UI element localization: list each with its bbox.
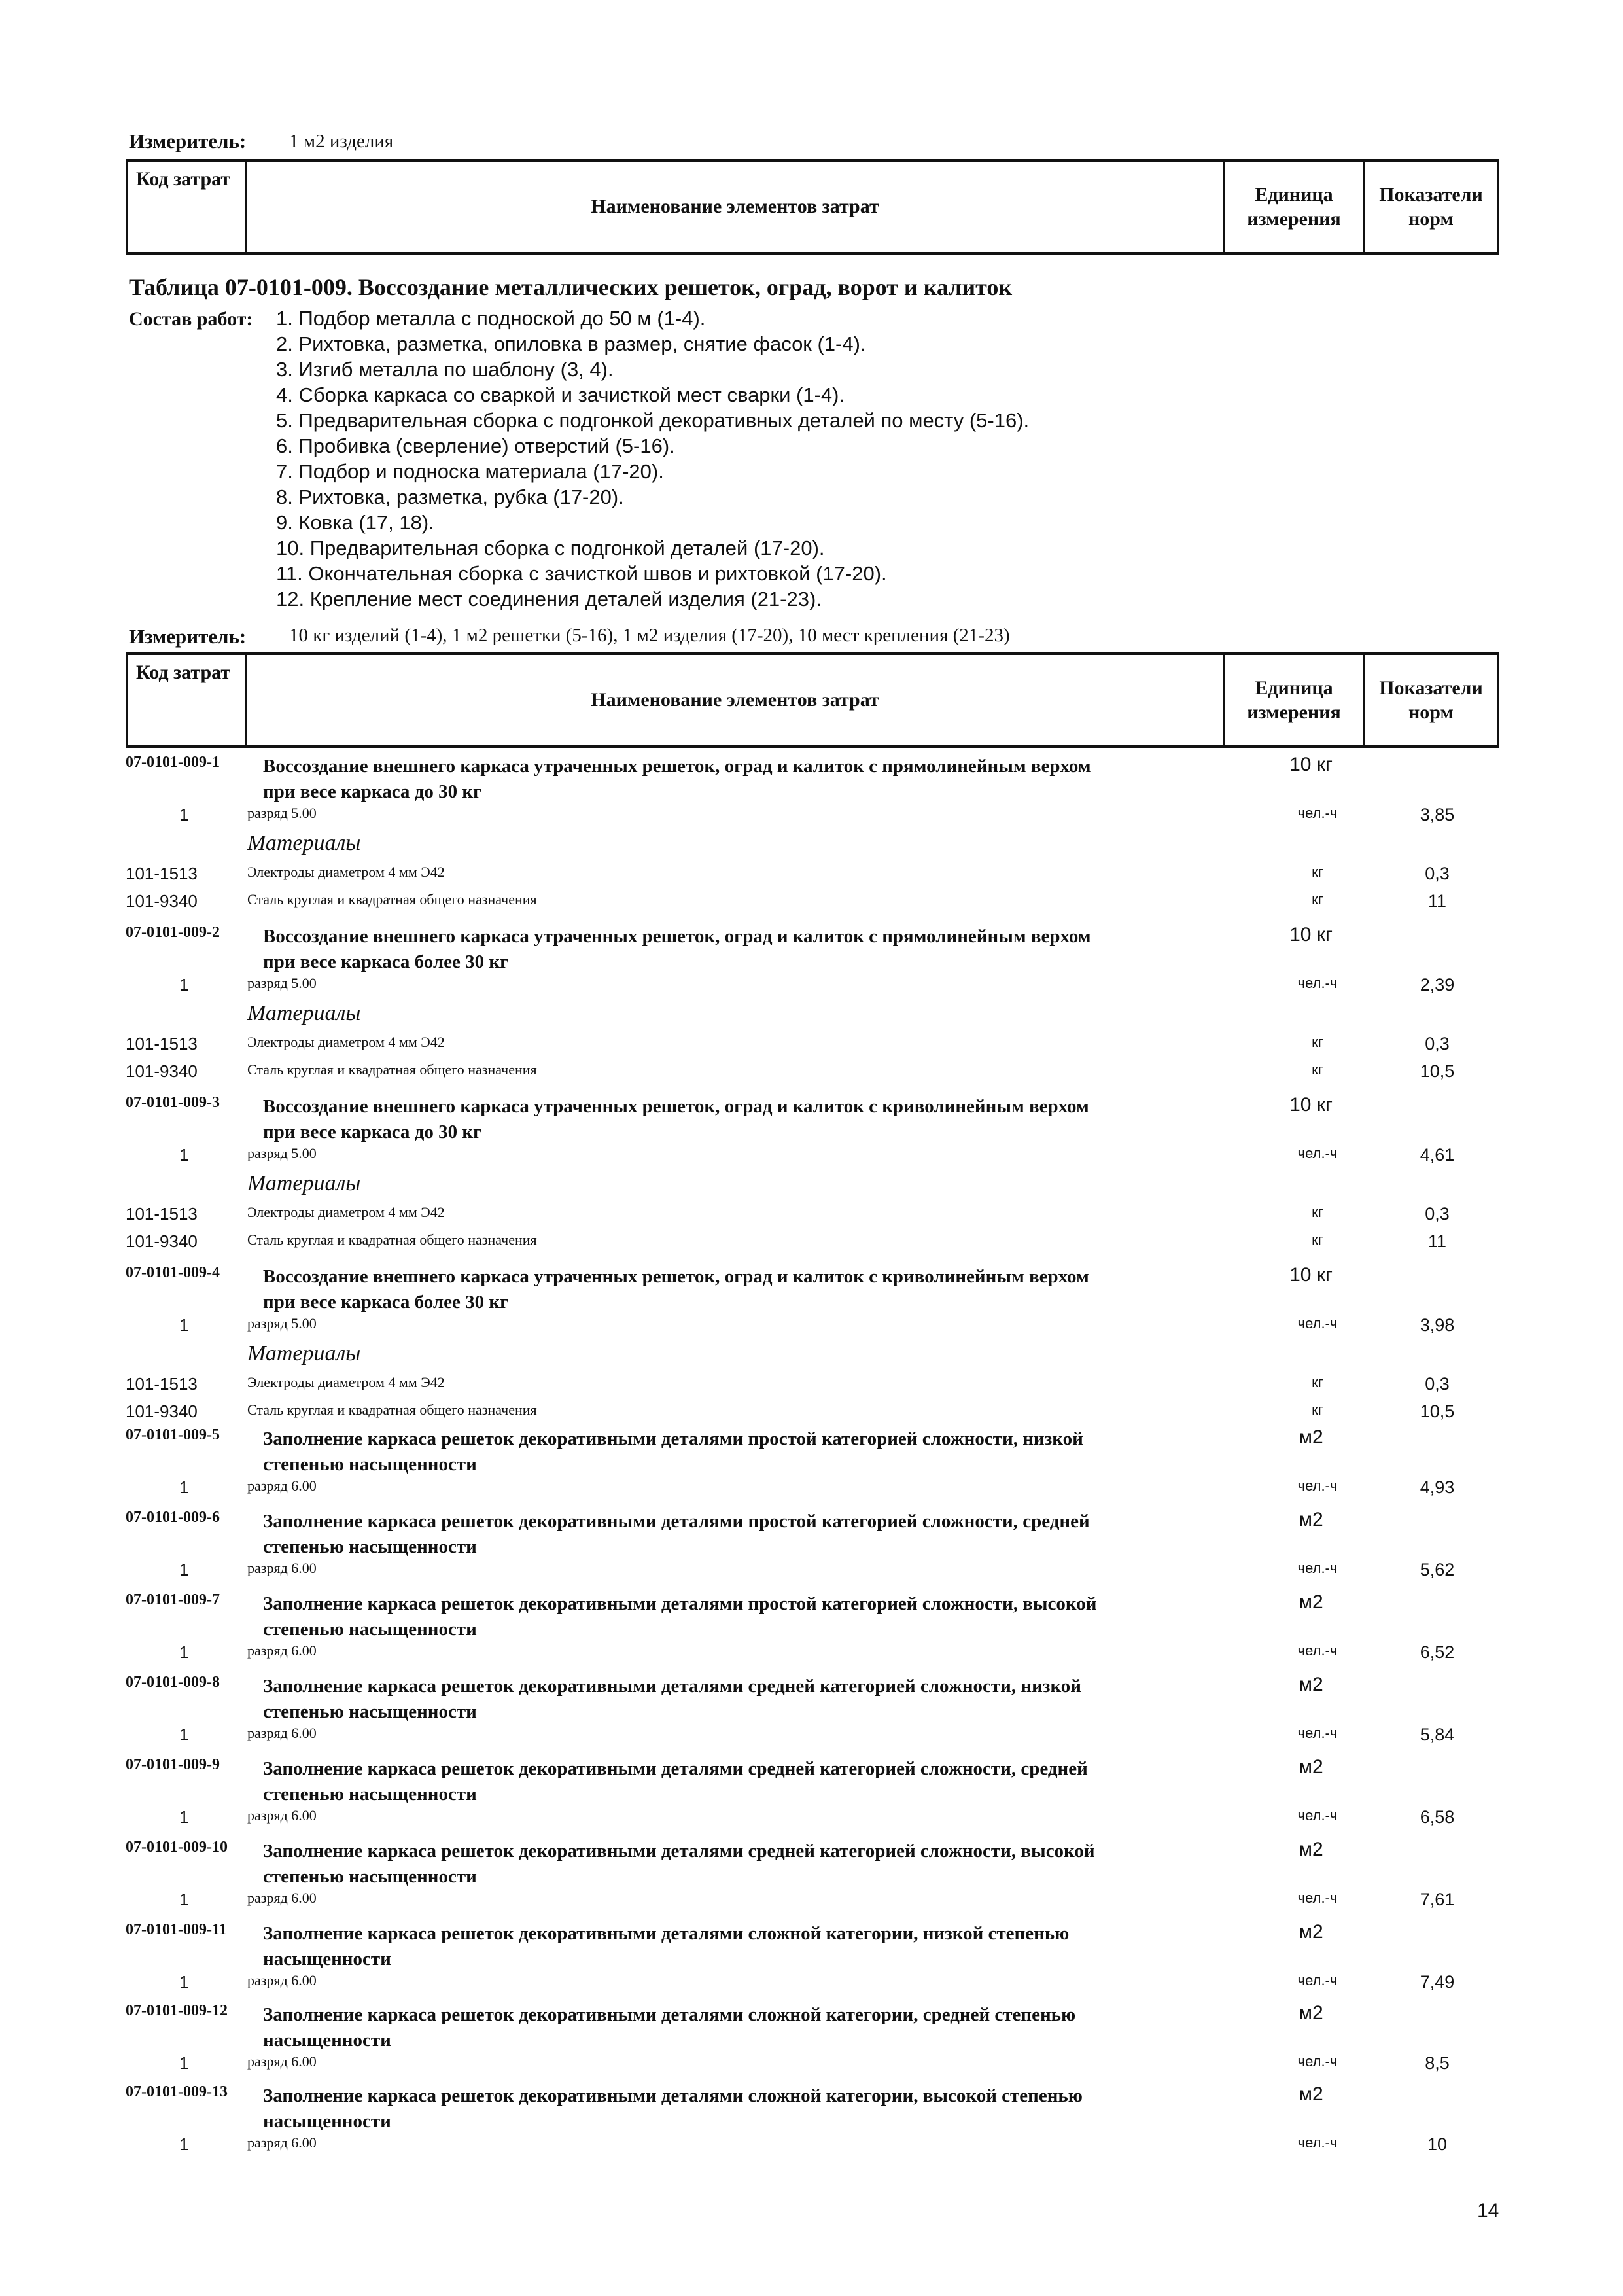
work-item: 7. Подбор и подноска материала (17-20).: [276, 460, 664, 483]
material-unit: кг: [1312, 1231, 1323, 1248]
item-code: 07-0101-009-3: [126, 1094, 220, 1111]
header-norm: Показатели норм: [1379, 677, 1483, 723]
page-number: 14: [1477, 2200, 1499, 2221]
item-code: 07-0101-009-7: [126, 1591, 220, 1608]
material-value: 0,3: [1425, 1034, 1450, 1053]
material-value: 0,3: [1425, 864, 1450, 883]
materials-title: Материалы: [247, 831, 361, 855]
work-list: [276, 306, 1029, 612]
header-norm: Показатели норм: [1379, 183, 1483, 230]
item-unit: м2: [1299, 1674, 1323, 1695]
material-value: 10,5: [1420, 1061, 1455, 1081]
labor-num: 1: [179, 1560, 189, 1580]
labor-num: 1: [179, 805, 189, 824]
item-unit: 10 кг: [1289, 924, 1333, 945]
material-name: Сталь круглая и квадратная общего назначения: [247, 1402, 537, 1418]
item-code: 07-0101-009-6: [126, 1509, 220, 1526]
labor-unit: чел.-ч: [1297, 1890, 1338, 1906]
material-unit: кг: [1312, 864, 1323, 880]
material-code: 101-9340: [126, 1231, 198, 1251]
labor-num: 1: [179, 1145, 189, 1165]
material-name: Электроды диаметром 4 мм Э42: [247, 1374, 445, 1390]
labor-unit: чел.-ч: [1297, 1642, 1338, 1659]
labor-text: разряд 6.00: [247, 1890, 317, 1906]
labor-unit: чел.-ч: [1297, 1807, 1338, 1824]
item-unit: м2: [1299, 1756, 1323, 1778]
labor-value: 5,62: [1420, 1560, 1455, 1580]
labor-unit: чел.-ч: [1297, 1145, 1338, 1161]
labor-value: 5,84: [1420, 1725, 1455, 1744]
material-unit: кг: [1312, 1374, 1323, 1390]
work-item: 4. Сборка каркаса со сваркой и зачисткой мест сварки (1-4).: [276, 383, 845, 406]
labor-unit: чел.-ч: [1297, 1315, 1338, 1332]
item-unit: м2: [1299, 1839, 1323, 1860]
work-item: 11. Окончательная сборка с зачисткой швов и рихтовкой (17-20).: [276, 562, 887, 585]
item-unit: м2: [1299, 2083, 1323, 2105]
labor-num: 1: [179, 1315, 189, 1335]
material-code: 101-9340: [126, 1061, 198, 1081]
labor-num: 1: [179, 1807, 189, 1827]
item-name: Заполнение каркаса решеток декоративными деталями сложной категории, высокой степенью насыщенности: [263, 2085, 1083, 2132]
material-name: Сталь круглая и квадратная общего назначения: [247, 1061, 537, 1078]
item-unit: м2: [1299, 1509, 1323, 1530]
labor-text: разряд 6.00: [247, 2053, 317, 2070]
work-item: 1. Подбор металла с подноской до 50 м (1-4).: [276, 307, 706, 330]
labor-text: разряд 6.00: [247, 1477, 317, 1494]
item-unit: 10 кг: [1289, 1094, 1333, 1116]
labor-text: разряд 6.00: [247, 2134, 317, 2151]
header-unit: Единица измерения: [1225, 162, 1365, 252]
material-name: Электроды диаметром 4 мм Э42: [247, 1034, 445, 1050]
material-value: 0,3: [1425, 1204, 1450, 1224]
labor-unit: чел.-ч: [1297, 1725, 1338, 1741]
labor-num: 1: [179, 1477, 189, 1497]
work-item: 10. Предварительная сборка с подгонкой деталей (17-20).: [276, 537, 825, 559]
item-name: Воссоздание внешнего каркаса утраченных решеток, оград и калиток с криволинейным верхом при весе каркаса более 30 кг: [263, 1266, 1089, 1313]
materials-title: Материалы: [247, 1171, 361, 1195]
item-name: Заполнение каркаса решеток декоративными деталями средней категорией сложности, высокой степенью насыщенности: [263, 1841, 1095, 1887]
labor-value: 6,58: [1420, 1807, 1455, 1827]
labor-num: 1: [179, 975, 189, 995]
labor-value: 8,5: [1425, 2053, 1450, 2073]
material-code: 101-1513: [126, 1374, 198, 1394]
materials-title: Материалы: [247, 1001, 361, 1025]
labor-text: разряд 6.00: [247, 1560, 317, 1576]
material-value: 11: [1427, 1231, 1447, 1251]
labor-unit: чел.-ч: [1297, 2134, 1338, 2151]
item-code: 07-0101-009-9: [126, 1756, 220, 1773]
header-name: Наименование элементов затрат: [247, 655, 1225, 745]
item-name: Воссоздание внешнего каркаса утраченных решеток, оград и калиток с прямолинейным верхом при весе каркаса более 30 кг: [263, 926, 1091, 972]
labor-value: 4,61: [1420, 1145, 1455, 1165]
item-name: Заполнение каркаса решеток декоративными деталями простой категорией сложности, средней степенью насыщенности: [263, 1511, 1090, 1557]
item-unit: м2: [1299, 2002, 1323, 2024]
item-name: Заполнение каркаса решеток декоративными деталями простой категорией сложности, высокой степенью насыщенности: [263, 1593, 1097, 1640]
labor-num: 1: [179, 2134, 189, 2154]
labor-unit: чел.-ч: [1297, 1477, 1338, 1494]
item-name: Воссоздание внешнего каркаса утраченных решеток, оград и калиток с прямолинейным верхом при весе каркаса до 30 кг: [263, 756, 1091, 802]
item-name: Заполнение каркаса решеток декоративными деталями сложной категории, средней степенью насыщенности: [263, 2004, 1076, 2051]
work-item: 8. Рихтовка, разметка, рубка (17-20).: [276, 486, 624, 508]
labor-unit: чел.-ч: [1297, 2053, 1338, 2070]
table-title: Таблица 07-0101-009. Воссоздание металлических решеток, оград, ворот и калиток: [129, 274, 1013, 300]
labor-value: 4,93: [1420, 1477, 1455, 1497]
header-table-top: [126, 159, 1499, 255]
item-code: 07-0101-009-5: [126, 1426, 220, 1443]
header-table-main: [126, 652, 1499, 748]
item-code: 07-0101-009-8: [126, 1674, 220, 1691]
labor-text: разряд 5.00: [247, 1145, 317, 1161]
item-name: Заполнение каркаса решеток декоративными деталями средней категорией сложности, средней степенью насыщенности: [263, 1758, 1088, 1805]
item-code: 07-0101-009-11: [126, 1921, 227, 1938]
labor-value: 10: [1427, 2134, 1448, 2154]
item-code: 07-0101-009-12: [126, 2002, 228, 2019]
item-name: Заполнение каркаса решеток декоративными деталями простой категорией сложности, низкой степенью насыщенности: [263, 1428, 1083, 1475]
labor-num: 1: [179, 1972, 189, 1992]
item-unit: м2: [1299, 1921, 1323, 1943]
labor-text: разряд 6.00: [247, 1807, 317, 1824]
labor-unit: чел.-ч: [1297, 805, 1338, 821]
labor-num: 1: [179, 1725, 189, 1744]
material-code: 101-1513: [126, 864, 198, 883]
item-name: Заполнение каркаса решеток декоративными деталями средней категорией сложности, низкой степенью насыщенности: [263, 1676, 1081, 1722]
labor-text: разряд 6.00: [247, 1972, 317, 1988]
labor-text: разряд 6.00: [247, 1642, 317, 1659]
item-code: 07-0101-009-13: [126, 2083, 228, 2100]
header-code: Код затрат: [128, 655, 247, 745]
material-value: 10,5: [1420, 1402, 1455, 1421]
material-unit: кг: [1312, 891, 1323, 908]
item-code: 07-0101-009-1: [126, 754, 220, 771]
header-unit: Единица измерения: [1225, 655, 1365, 745]
meter-label-top: Измеритель:: [129, 130, 247, 152]
material-name: Сталь круглая и квадратная общего назначения: [247, 891, 537, 908]
labor-value: 3,85: [1420, 805, 1455, 824]
meter-value-top: 1 м2 изделия: [289, 131, 394, 152]
labor-num: 1: [179, 1890, 189, 1909]
labor-num: 1: [179, 1642, 189, 1662]
labor-value: 6,52: [1420, 1642, 1455, 1662]
material-unit: кг: [1312, 1402, 1323, 1418]
work-item: 3. Изгиб металла по шаблону (3, 4).: [276, 358, 614, 381]
material-value: 11: [1427, 891, 1447, 911]
item-unit: м2: [1299, 1426, 1323, 1448]
labor-unit: чел.-ч: [1297, 1972, 1338, 1988]
header-code: Код затрат: [128, 162, 247, 252]
work-item: 9. Ковка (17, 18).: [276, 511, 434, 534]
header-name: Наименование элементов затрат: [247, 162, 1225, 252]
meter-value-2: 10 кг изделий (1-4), 1 м2 решетки (5-16), 1 м2 изделия (17-20), 10 мест крепления (21-23): [289, 625, 1010, 646]
labor-text: разряд 5.00: [247, 805, 317, 821]
item-unit: 10 кг: [1289, 1264, 1333, 1286]
labor-value: 3,98: [1420, 1315, 1455, 1335]
material-code: 101-1513: [126, 1034, 198, 1053]
material-name: Электроды диаметром 4 мм Э42: [247, 864, 445, 880]
work-item: 2. Рихтовка, разметка, опиловка в размер, снятие фасок (1-4).: [276, 332, 866, 355]
item-unit: 10 кг: [1289, 754, 1333, 775]
item-code: 07-0101-009-4: [126, 1264, 220, 1281]
work-item: 12. Крепление мест соединения деталей изделия (21-23).: [276, 588, 822, 610]
material-unit: кг: [1312, 1204, 1323, 1220]
labor-value: 7,49: [1420, 1972, 1455, 1992]
labor-text: разряд 5.00: [247, 975, 317, 991]
item-code: 07-0101-009-10: [126, 1839, 228, 1856]
item-code: 07-0101-009-2: [126, 924, 220, 941]
material-name: Сталь круглая и квадратная общего назначения: [247, 1231, 537, 1248]
material-unit: кг: [1312, 1061, 1323, 1078]
meter-label-2: Измеритель:: [129, 625, 247, 648]
labor-text: разряд 6.00: [247, 1725, 317, 1741]
material-code: 101-1513: [126, 1204, 198, 1224]
material-value: 0,3: [1425, 1374, 1450, 1394]
labor-num: 1: [179, 2053, 189, 2073]
material-code: 101-9340: [126, 891, 198, 911]
item-name: Заполнение каркаса решеток декоративными деталями сложной категории, низкой степенью насыщенности: [263, 1923, 1070, 1969]
work-item: 5. Предварительная сборка с подгонкой декоративных деталей по месту (5-16).: [276, 409, 1030, 432]
materials-title: Материалы: [247, 1341, 361, 1366]
work-label: Состав работ:: [129, 308, 253, 330]
item-name: Воссоздание внешнего каркаса утраченных решеток, оград и калиток с криволинейным верхом при весе каркаса до 30 кг: [263, 1096, 1089, 1142]
labor-value: 7,61: [1420, 1890, 1455, 1909]
labor-unit: чел.-ч: [1297, 975, 1338, 991]
labor-unit: чел.-ч: [1297, 1560, 1338, 1576]
material-name: Электроды диаметром 4 мм Э42: [247, 1204, 445, 1220]
material-unit: кг: [1312, 1034, 1323, 1050]
labor-text: разряд 5.00: [247, 1315, 317, 1332]
work-item: 6. Пробивка (сверление) отверстий (5-16).: [276, 434, 675, 457]
labor-value: 2,39: [1420, 975, 1455, 995]
item-unit: м2: [1299, 1591, 1323, 1613]
material-code: 101-9340: [126, 1402, 198, 1421]
